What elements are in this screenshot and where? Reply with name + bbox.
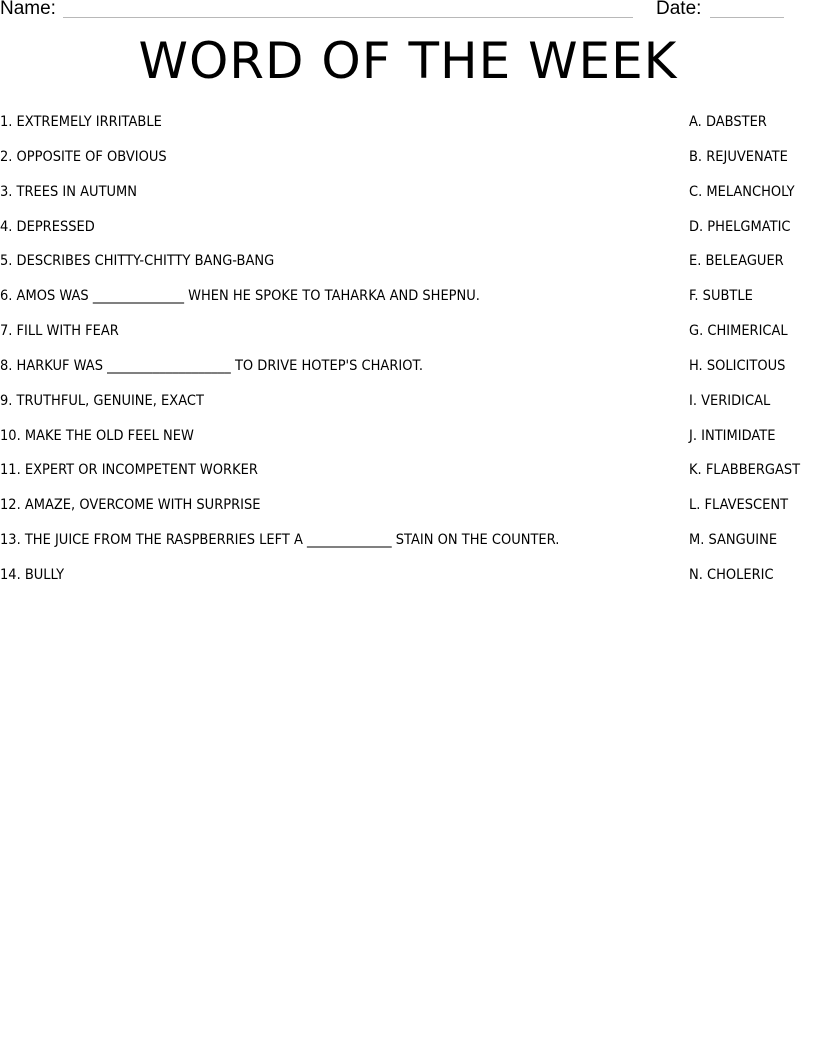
answer-item: M. SANGUINE	[689, 532, 778, 549]
clue-item: 10. MAKE THE OLD FEEL NEW	[0, 427, 194, 444]
clue-item: 9. TRUTHFUL, GENUINE, EXACT	[0, 392, 204, 409]
answer-item: H. SOLICITOUS	[689, 357, 786, 374]
name-field[interactable]	[63, 17, 633, 18]
clue-item: 11. EXPERT OR INCOMPETENT WORKER	[0, 462, 258, 479]
clue-item: 14. BULLY	[0, 566, 65, 583]
date-field[interactable]	[710, 17, 784, 18]
clue-item: 6. AMOS WAS ______________ WHEN HE SPOKE TO TAHARKA AND SHEPNU.	[0, 288, 480, 305]
date-label: Date:	[656, 0, 702, 19]
clue-list	[0, 112, 670, 600]
clue-item: 5. DESCRIBES CHITTY-CHITTY BANG-BANG	[0, 253, 275, 270]
name-label: Name:	[0, 0, 56, 19]
clue-item: 1. EXTREMELY IRRITABLE	[0, 114, 162, 130]
answer-item: J. INTIMIDATE	[689, 427, 776, 444]
answer-item: K. FLABBERGAST	[689, 462, 801, 479]
clue-item: 7. FILL WITH FEAR	[0, 323, 119, 340]
answer-item: C. MELANCHOLY	[689, 183, 795, 200]
answer-list	[689, 112, 815, 600]
answer-item: I. VERIDICAL	[689, 392, 771, 409]
clue-item: 2. OPPOSITE OF OBVIOUS	[0, 148, 167, 165]
answer-item: F. SUBTLE	[689, 288, 753, 305]
answer-item: N. CHOLERIC	[689, 566, 774, 583]
clue-item: 8. HARKUF WAS ___________________ TO DRIVE HOTEP'S CHARIOT.	[0, 357, 424, 374]
answer-item: B. REJUVENATE	[689, 148, 788, 165]
clue-item: 13. THE JUICE FROM THE RASPBERRIES LEFT A _____________ STAIN ON THE COUNTER.	[0, 532, 560, 549]
worksheet-header	[0, 0, 816, 24]
answer-item: D. PHELGMATIC	[689, 218, 791, 235]
answer-item: L. FLAVESCENT	[689, 497, 789, 514]
answer-item: G. CHIMERICAL	[689, 323, 788, 340]
clue-item: 3. TREES IN AUTUMN	[0, 183, 138, 200]
clue-item: 4. DEPRESSED	[0, 218, 95, 235]
answer-item: E. BELEAGUER	[689, 253, 784, 270]
clue-item: 12. AMAZE, OVERCOME WITH SURPRISE	[0, 497, 261, 514]
page-title: WORD OF THE WEEK	[138, 32, 678, 90]
answer-item: A. DABSTER	[689, 114, 767, 130]
